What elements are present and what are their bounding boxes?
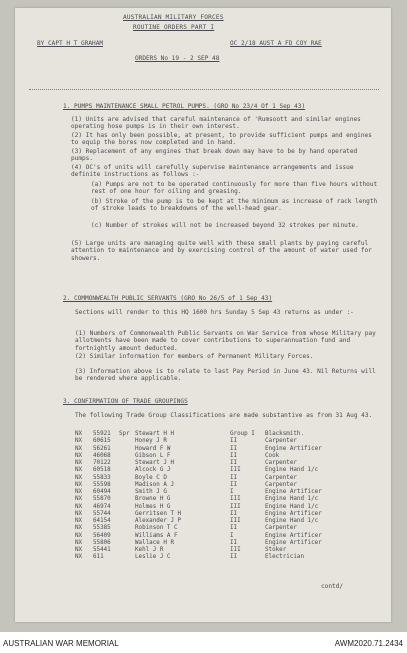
member-name: Stewart H H [135, 431, 175, 437]
service-prefix: NX [75, 431, 83, 437]
section1-para-4: (4) OC's of units will carefully supervise maintenance arrangements and issue definite instructions as follows :- [71, 164, 354, 179]
member-name: Howard F W [135, 445, 171, 452]
service-prefix: NX [75, 474, 83, 481]
trade: Electrician [265, 554, 305, 561]
trade-group: I [230, 532, 234, 539]
service-number: 55921 [93, 431, 111, 437]
service-prefix: NX [75, 467, 83, 474]
member-name: Alexander J P [135, 518, 182, 524]
trade: Carpenter [265, 460, 297, 466]
service-prefix: NX [75, 460, 83, 466]
table-row [75, 446, 375, 453]
trade-group: II [230, 460, 238, 466]
header-right: OC 2/18 AUST A FD COY RAE [230, 40, 322, 47]
section3-intro: The following Trade Group Classifications are made substantive as from 31 Aug 43. [75, 412, 373, 419]
member-name: Wallace H R [135, 539, 175, 546]
trade: Engine Artificer [265, 532, 322, 539]
header-left: BY CAPT H T GRAHAM [37, 40, 104, 47]
table-row [75, 511, 375, 518]
service-number: 64154 [93, 518, 111, 524]
section1-para-4b: (b) Stroke of the pump is to be kept at the minimum as increase of rack length of stroke leads to breakdowns of the well-head gear. [91, 198, 378, 213]
trade-group: III [230, 503, 241, 510]
trade-group: III [230, 467, 241, 474]
header-line2: ROUTINE ORDERS PART I [133, 24, 215, 31]
trade-group: III [230, 518, 241, 524]
service-prefix: NX [75, 438, 83, 445]
table-row [75, 525, 375, 532]
table-row [75, 467, 375, 474]
service-prefix: NX [75, 547, 83, 553]
trade-group: II [230, 510, 238, 517]
service-number: 55833 [93, 474, 111, 481]
service-prefix: NX [75, 489, 83, 495]
trade: Carpenter [265, 481, 297, 488]
table-row [75, 540, 375, 547]
table-row [75, 460, 375, 467]
section1-para-2: (2) It has only been possible, at present, to provide sufficient pumps and engines to equip the bores now completed and in hand. [71, 132, 372, 147]
archive-footer [0, 636, 407, 653]
section1-para-3: (3) Replacement of any engines that break down may have to be by hand operated pumps. [71, 148, 358, 163]
trade: Carpenter [265, 474, 297, 481]
member-name: Gibson L F [135, 452, 171, 459]
member-name: Williams A F [135, 532, 178, 539]
trade: Engine Hand 1/c [265, 496, 319, 503]
member-name: Gerritsen T H [135, 510, 182, 517]
service-number: 55441 [93, 547, 111, 553]
trade-group: II [230, 452, 238, 459]
member-name: Alcock G J [135, 467, 171, 474]
trade: Engine Hand 1/c [265, 503, 319, 510]
section1-para-4c: (c) Number of strokes will not be increased beyond 32 strokes per minute. [91, 222, 359, 229]
table-row [75, 475, 375, 482]
service-number: 55806 [93, 539, 111, 546]
trade-group: Group I [230, 431, 255, 437]
trade-group: III [230, 496, 241, 503]
member-name: Robinson T C [135, 525, 178, 532]
service-number: 611 [93, 554, 104, 561]
service-prefix: NX [75, 518, 83, 524]
section2-para-3: (3) Information above is to relate to last Pay Period in June 43. Nil Returns will be rendered where applicable. [75, 368, 376, 383]
trade-group: II [230, 438, 238, 445]
contd-note: contd/ [321, 583, 344, 590]
service-number: 46068 [93, 452, 111, 459]
section1-para-5: (5) Large units are managing quite well with these small plants by paying careful attention to maintenance and by exercising control of the amount of water used for showers. [71, 240, 372, 262]
routine-orders-sheet [15, 8, 391, 622]
member-name: Stewart J H [135, 460, 175, 466]
footer-reference: AWM2020.71.2434 [334, 639, 403, 648]
service-prefix: NX [75, 481, 83, 488]
service-prefix: NX [75, 445, 83, 452]
trade: Engine Artificer [265, 445, 322, 452]
trade: Blacksmith. [265, 431, 305, 437]
service-number: 46974 [93, 503, 111, 510]
orders-number: ORDERS No 19 - 2 SEP 48 [135, 55, 220, 62]
trade: Carpenter [265, 525, 297, 532]
service-prefix: NX [75, 532, 83, 539]
table-row [75, 453, 375, 460]
service-prefix: NX [75, 496, 83, 503]
trade: Carpenter [265, 438, 297, 445]
service-prefix: NX [75, 539, 83, 546]
section1-para-4a: (a) Pumps are not to be operated continuously for more than five hours without rest of one hour for oiling and greasing. [91, 181, 378, 196]
member-name: Madison A J [135, 481, 175, 488]
table-row [75, 438, 375, 445]
trade-group: I [230, 489, 234, 495]
section1-heading: 1. PUMPS MAINTENANCE SMALL PETROL PUMPS. (GRO No 23/4 Of 1 Sep 43) [63, 103, 306, 110]
footer-source: AUSTRALIAN WAR MEMORIAL [3, 639, 119, 648]
table-row [75, 518, 375, 525]
trade: Engine Artificer [265, 539, 322, 546]
member-name: Leslie J C [135, 554, 171, 561]
service-number: 60615 [93, 438, 111, 445]
service-prefix: NX [75, 510, 83, 517]
table-row [75, 431, 375, 438]
trade-group: III [230, 547, 241, 553]
service-number: 55744 [93, 510, 111, 517]
section3-heading: 3. CONFIRMATION OF TRADE GROUPINGS [63, 398, 188, 405]
service-number: 70122 [93, 460, 111, 466]
trade-group: II [230, 445, 238, 452]
trade-group-table [75, 431, 375, 562]
section2-heading: 2. COMMONWEALTH PUBLIC SERVANTS (GRO No 26/5 of 1 Sep 43) [63, 295, 273, 302]
trade: Engine Hand 1/c [265, 518, 319, 524]
service-prefix: NX [75, 452, 83, 459]
service-number: 60518 [93, 467, 111, 474]
section2-para-1: (1) Numbers of Commonwealth Public Servants on War Service from whose Military pay allotments have been made to cover contributions to superannuation fund and fortnightly amount deducted. [75, 330, 376, 352]
section2-intro: Sections will render to this HQ 1600 hrs Sunday 5 Sep 43 returns as under :- [75, 309, 354, 316]
section2-para-2: (2) Similar information for members of Permanent Military Forces. [75, 353, 314, 360]
member-name: Browne H G [135, 496, 171, 503]
trade: Cook [265, 452, 280, 459]
trade-group: II [230, 554, 238, 561]
member-name: Boyle C D [135, 474, 167, 481]
trade-group: II [230, 525, 238, 532]
rank: Spr [119, 431, 130, 437]
member-name: Honey J R [135, 438, 167, 445]
section1-para-1: (1) Units are advised that careful maintenance of 'Rumsoott and similar engines operating hose pumps is in their own interest. [71, 116, 361, 131]
member-name: Kehl J R [135, 547, 164, 553]
table-row [75, 489, 375, 496]
service-prefix: NX [75, 503, 83, 510]
member-name: Holmes H G [135, 503, 171, 510]
trade: Stoker [265, 547, 287, 553]
trade: Engine Hand 1/c [265, 467, 319, 474]
service-number: 56261 [93, 445, 111, 452]
service-prefix: NX [75, 554, 83, 561]
service-number: 55598 [93, 481, 111, 488]
divider-top [29, 89, 379, 90]
table-row [75, 533, 375, 540]
table-row [75, 504, 375, 511]
service-number: 55385 [93, 525, 111, 532]
service-prefix: NX [75, 525, 83, 532]
table-row [75, 547, 375, 554]
trade-group: II [230, 474, 238, 481]
table-row [75, 482, 375, 489]
trade: Engine Artificer [265, 489, 322, 495]
header-line1: AUSTRALIAN MILITARY FORCES [123, 14, 224, 21]
table-row [75, 496, 375, 503]
table-row [75, 554, 375, 561]
service-number: 56409 [93, 532, 111, 539]
service-number: 55870 [93, 496, 111, 503]
trade: Engine Artificer [265, 510, 322, 517]
service-number: 60494 [93, 489, 111, 495]
trade-group: II [230, 481, 238, 488]
member-name: Smith J G [135, 489, 167, 495]
trade-group: II [230, 539, 238, 546]
